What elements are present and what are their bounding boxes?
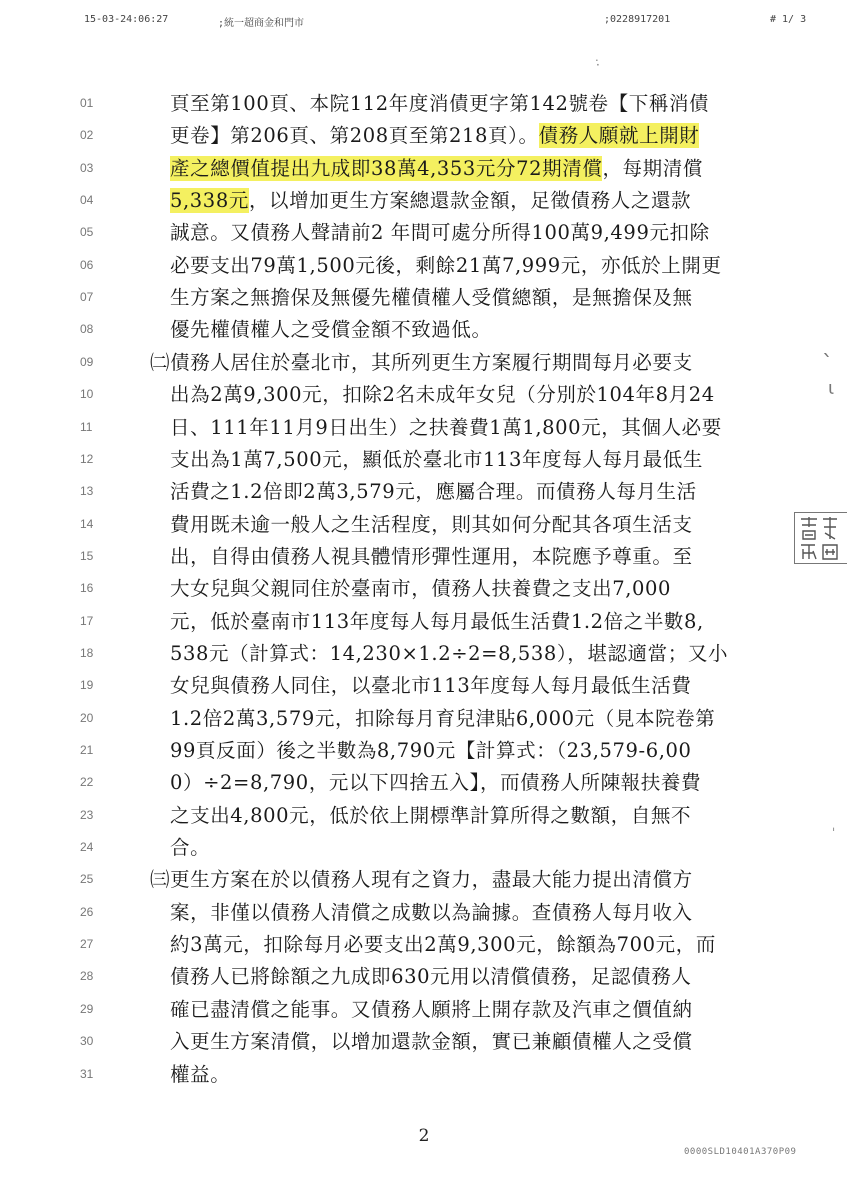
line-text-segment: ㈡債務人居住於臺北市，其所列更生方案履行期間每月必要支 — [150, 350, 693, 374]
line-text — [170, 1059, 230, 1091]
line-number: 25 — [80, 872, 94, 887]
document-line — [0, 347, 848, 379]
fax-phone: ;0228917201 — [604, 14, 671, 25]
line-text — [170, 606, 704, 638]
line-text — [170, 250, 722, 282]
document-line — [0, 88, 848, 120]
line-number: 15 — [80, 548, 94, 563]
line-number: 09 — [80, 354, 94, 369]
line-number: 17 — [80, 613, 94, 628]
line-text — [170, 573, 671, 605]
document-line — [0, 185, 848, 217]
line-number: 11 — [80, 419, 93, 434]
line-text — [170, 638, 728, 670]
document-line — [0, 444, 848, 476]
line-text-segment: 日、111年11月9日出生）之扶養費1萬1,800元，其個人必要 — [170, 415, 722, 439]
line-text-segment: 必要支出79萬1,500元後，剩餘21萬7,999元，亦低於上開更 — [170, 253, 722, 277]
line-number: 14 — [80, 516, 94, 531]
line-text — [170, 282, 693, 314]
line-text — [170, 1026, 693, 1058]
line-text — [170, 476, 697, 508]
line-number: 29 — [80, 1001, 94, 1016]
document-line — [0, 864, 848, 896]
line-text-segment: 權益。 — [170, 1062, 231, 1086]
scan-edge-mark: ι — [828, 378, 835, 399]
line-text — [170, 153, 703, 185]
line-text — [170, 703, 715, 735]
document-line — [0, 379, 848, 411]
line-text — [150, 347, 693, 379]
line-text-segment: 確已盡清償之能事。又債務人願將上開存款及汽車之價值納 — [170, 997, 693, 1021]
scan-edge-mark: ˋ — [822, 352, 833, 377]
document-line — [0, 314, 848, 346]
document-line — [0, 670, 848, 702]
line-text-segment: 案，非僅以債務人清償之成數以為論據。查債務人每月收入 — [170, 900, 693, 924]
line-text-segment: 0）÷2=8,790，元以下四捨五入】，而債務人所陳報扶養費 — [170, 771, 702, 795]
line-number: 06 — [80, 257, 94, 272]
document-line — [0, 1059, 848, 1091]
page-number: 2 — [418, 1126, 430, 1146]
document-line — [0, 767, 848, 799]
line-number: 03 — [80, 160, 94, 175]
line-number: 28 — [80, 969, 94, 984]
line-text — [170, 444, 703, 476]
document-line — [0, 282, 848, 314]
line-number: 24 — [80, 840, 94, 855]
document-line — [0, 800, 848, 832]
line-number: 05 — [80, 225, 94, 240]
document-line — [0, 703, 848, 735]
line-text — [170, 800, 691, 832]
line-text — [170, 185, 691, 217]
line-text-segment: 之支出4,800元，低於依上開標準計算所得之數額，自無不 — [170, 803, 692, 827]
document-line — [0, 994, 848, 1026]
document-line — [0, 606, 848, 638]
document-line — [0, 153, 848, 185]
line-text-segment: 誠意。又債務人聲請前2 年間可處分所得100萬9,499元扣除 — [170, 221, 710, 245]
line-number: 19 — [80, 678, 94, 693]
line-number: 10 — [80, 387, 94, 402]
document-line — [0, 573, 848, 605]
document-line — [0, 120, 848, 152]
line-text — [170, 735, 692, 767]
line-number: 01 — [80, 96, 94, 110]
document-line — [0, 412, 848, 444]
document-line — [0, 217, 848, 249]
document-line — [0, 832, 848, 864]
line-text — [170, 961, 691, 993]
line-text — [170, 88, 709, 120]
line-text-segment: 合。 — [170, 836, 211, 860]
line-number: 31 — [80, 1066, 94, 1081]
line-text-segment: ，每期清償 — [602, 156, 703, 180]
fax-page-counter: # 1/ 3 — [770, 14, 807, 25]
line-number: 23 — [80, 807, 94, 822]
line-text-segment: 債務人已將餘額之九成即630元用以清償債務，足認債務人 — [170, 965, 692, 989]
line-text — [170, 897, 693, 929]
document-line — [0, 509, 848, 541]
line-number: 02 — [80, 128, 94, 143]
fax-sender: ;統一超商金和門市 — [218, 18, 305, 29]
document-line — [0, 250, 848, 282]
line-number: 04 — [80, 193, 94, 208]
line-text-segment: ，以增加更生方案總還款金額，足徵債務人之還款 — [248, 189, 692, 213]
line-text — [170, 509, 693, 541]
line-text — [170, 832, 210, 864]
fax-header — [0, 14, 848, 30]
line-number: 08 — [80, 322, 94, 337]
document-line — [0, 541, 848, 573]
line-number: 12 — [80, 451, 94, 466]
document-line — [0, 735, 848, 767]
document-line — [0, 929, 848, 961]
line-number: 21 — [80, 743, 94, 757]
line-text-segment: ㈢更生方案在於以債務人現有之資力，盡最大能力提出清償方 — [150, 868, 693, 892]
line-number: 16 — [80, 581, 94, 596]
document-line — [0, 961, 848, 993]
document-line — [0, 476, 848, 508]
line-text — [170, 929, 716, 961]
line-text-segment: 更卷】第206頁、第208頁至第218頁）。 — [170, 124, 539, 148]
line-text — [170, 379, 715, 411]
highlighted-text: 5,338元 — [170, 189, 249, 213]
line-text — [150, 864, 693, 896]
line-text — [170, 541, 693, 573]
highlighted-text: 債務人願就上開財 — [538, 124, 700, 148]
scan-speck-mark: ·̇ — [596, 58, 600, 72]
line-text-segment: 出為2萬9,300元，扣除2名未成年女兒（分別於104年8月24 — [170, 383, 715, 407]
line-text — [170, 412, 722, 444]
line-text — [170, 217, 710, 249]
line-number: 30 — [80, 1034, 94, 1049]
document-line — [0, 897, 848, 929]
line-text-segment: 約3萬元，扣除每月必要支出2萬9,300元，餘額為700元，而 — [170, 933, 716, 957]
highlighted-text: 產之總價值提出九成即38萬4,353元分72期清償 — [170, 156, 603, 180]
line-number: 26 — [80, 904, 94, 919]
line-text-segment: 元，低於臺南市113年度每人每月最低生活費1.2倍之半數8, — [170, 609, 704, 633]
line-number: 13 — [80, 484, 94, 499]
line-text-segment: 出，自得由債務人視具體情形彈性運用，本院應予尊重。至 — [170, 544, 693, 568]
document-line — [0, 638, 848, 670]
line-number: 27 — [80, 937, 94, 952]
line-text-segment: 活費之1.2倍即2萬3,579元，應屬合理。而債務人每月生活 — [170, 480, 697, 504]
line-text-segment: 女兒與債務人同住，以臺北市113年度每人每月最低生活費 — [170, 674, 692, 698]
line-text-segment: 99頁反面）後之半數為8,790元【計算式：（23,579-6,00 — [170, 739, 692, 762]
line-text — [170, 670, 691, 702]
line-text — [170, 120, 699, 152]
line-number: 18 — [80, 645, 94, 660]
line-text-segment: 538元（計算式：14,230×1.2÷2=8,538），堪認適當；又小 — [170, 641, 729, 665]
line-text-segment: 優先權債權人之受償金額不致過低。 — [170, 318, 492, 342]
line-text-segment: 生方案之無擔保及無優先權債權人受償總額，是無擔保及無 — [170, 286, 693, 310]
line-text — [170, 314, 492, 346]
line-text — [170, 767, 701, 799]
line-text — [170, 994, 693, 1026]
document-line — [0, 1026, 848, 1058]
scan-speck-mark: ˌ — [832, 818, 836, 832]
line-number: 07 — [80, 290, 94, 305]
line-text-segment: 支出為1萬7,500元，顯低於臺北市113年度每人每月最低生 — [170, 447, 703, 471]
line-text-segment: 入更生方案清償，以增加還款金額，實已兼顧債權人之受償 — [170, 1030, 693, 1054]
fax-datetime: 15-03-24:06:27 — [84, 14, 169, 25]
line-text-segment: 費用既未逾一般人之生活程度，則其如何分配其各項生活支 — [170, 512, 693, 536]
line-text-segment: 大女兒與父親同住於臺南市，債務人扶養費之支出7,000 — [170, 577, 672, 601]
line-text-segment: 頁至第100頁、本院112年度消債更字第142號卷【下稱消債 — [170, 92, 710, 115]
footer-code: 0000SLD10401A370P09 — [684, 1147, 797, 1157]
line-text-segment: 1.2倍2萬3,579元，扣除每月育兒津貼6,000元（見本院卷第 — [170, 706, 716, 730]
line-number: 22 — [80, 775, 94, 790]
line-number: 20 — [80, 710, 94, 725]
